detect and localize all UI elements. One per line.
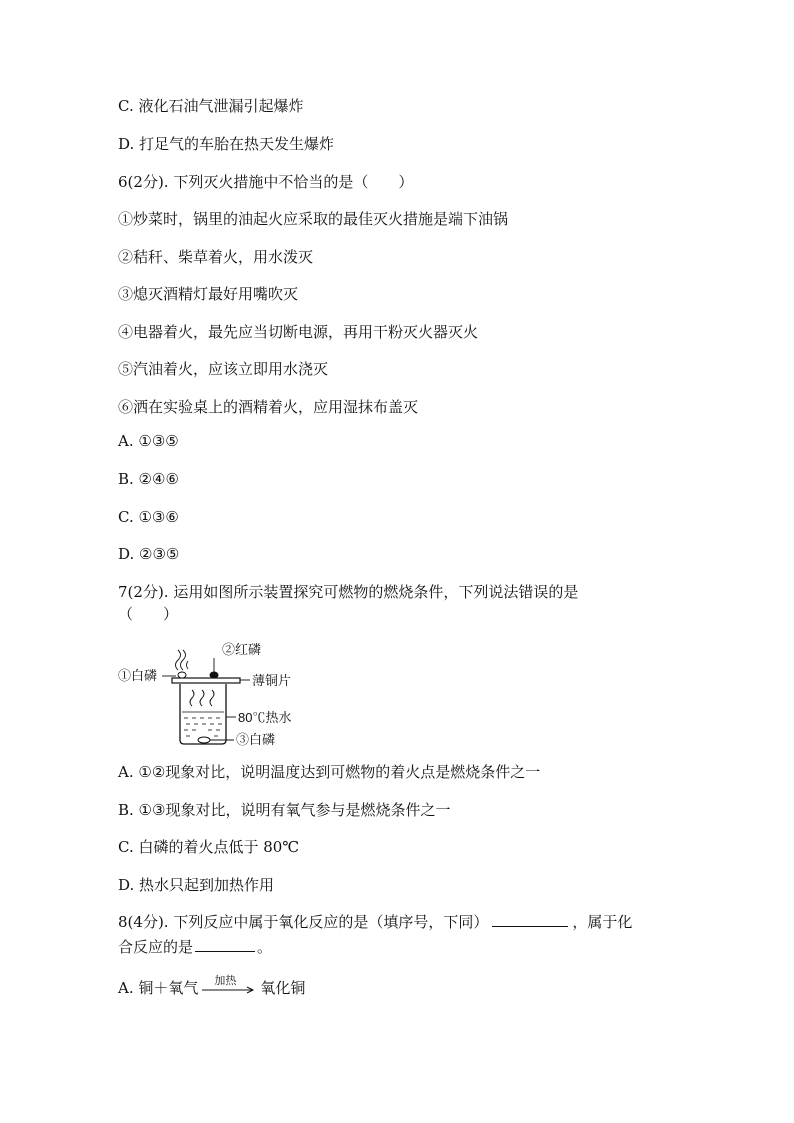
hot-water <box>184 718 222 736</box>
q6-statement-3: ③熄灭酒精灯最好用嘴吹灭 <box>118 285 299 303</box>
q7-stem-line-2: （ ） <box>118 605 179 623</box>
beaker <box>180 684 226 744</box>
red-phosphorus <box>210 658 218 678</box>
label-red-phosphorus: ②红磷 <box>222 642 262 657</box>
flame-smoke-icon <box>176 650 189 670</box>
q5-option-c: C. 液化石油气泄漏引起爆炸 <box>118 97 304 115</box>
q6-option-b: B. ②④⑥ <box>118 470 179 488</box>
q8-stem-text-2: ，属于化 <box>572 913 633 931</box>
q7-stem-line-1: 7(2分). 运用如图所示装置探究可燃物的燃烧条件，下列说法错误的是 <box>118 583 579 601</box>
q8-stem-text-4: 。 <box>257 938 273 956</box>
q6-statement-5: ⑤汽油着火，应该立即用水浇灭 <box>118 360 329 378</box>
q6-statement-6: ⑥洒在实验桌上的酒精着火，应用湿抹布盖灭 <box>118 398 419 416</box>
q8-option-a <box>118 974 306 998</box>
q7-option-c: C. 白磷的着火点低于 80℃ <box>118 838 300 856</box>
reaction-arrow-icon <box>200 974 258 998</box>
label-copper-sheet: 薄铜片 <box>252 673 292 688</box>
label-white-phosphorus-1: ①白磷 <box>118 668 158 683</box>
steam-icon <box>190 690 214 706</box>
q6-option-c: C. ①③⑥ <box>118 508 179 526</box>
q8-a-product: 氧化铜 <box>260 979 306 997</box>
label-hot-water: 80℃热水 <box>238 710 292 725</box>
q8-stem-line-2 <box>118 937 272 957</box>
white-phosphorus-bottom <box>198 737 234 743</box>
q8-stem-text-1: 8(4分). 下列反应中属于氧化反应的是（填序号，下同） <box>118 913 489 931</box>
q6-statement-1: ①炒菜时，锅里的油起火应采取的最佳灭火措施是端下油锅 <box>118 210 509 228</box>
q8-stem-line-1 <box>118 912 632 932</box>
copper-sheet <box>172 678 250 683</box>
q8-stem-text-3: 合反应的是 <box>118 938 194 956</box>
q6-stem: 6(2分). 下列灭火措施中不恰当的是（ ） <box>118 173 414 191</box>
reaction-condition: 加热 <box>214 974 237 987</box>
q8-answer-blank-1[interactable] <box>492 912 568 927</box>
label-white-phosphorus-3: ③白磷 <box>236 732 276 747</box>
white-phosphorus-top <box>162 672 186 678</box>
q7-option-b: B. ①③现象对比，说明有氧气参与是燃烧条件之一 <box>118 801 451 819</box>
q7-option-a: A. ①②现象对比，说明温度达到可燃物的着火点是燃烧条件之一 <box>118 763 541 781</box>
combustion-apparatus-figure <box>118 640 318 752</box>
q6-option-a: A. ①③⑤ <box>118 432 179 450</box>
q7-option-d: D. 热水只起到加热作用 <box>118 876 275 894</box>
q6-option-d: D. ②③⑤ <box>118 545 180 563</box>
q5-option-d: D. 打足气的车胎在热天发生爆炸 <box>118 135 335 153</box>
q8-answer-blank-2[interactable] <box>195 937 255 952</box>
q8-a-reactants: A. 铜＋氧气 <box>118 979 199 997</box>
q6-statement-4: ④电器着火，最先应当切断电源，再用干粉灭火器灭火 <box>118 323 479 341</box>
q6-statement-2: ②秸秆、柴草着火，用水泼灭 <box>118 248 314 266</box>
